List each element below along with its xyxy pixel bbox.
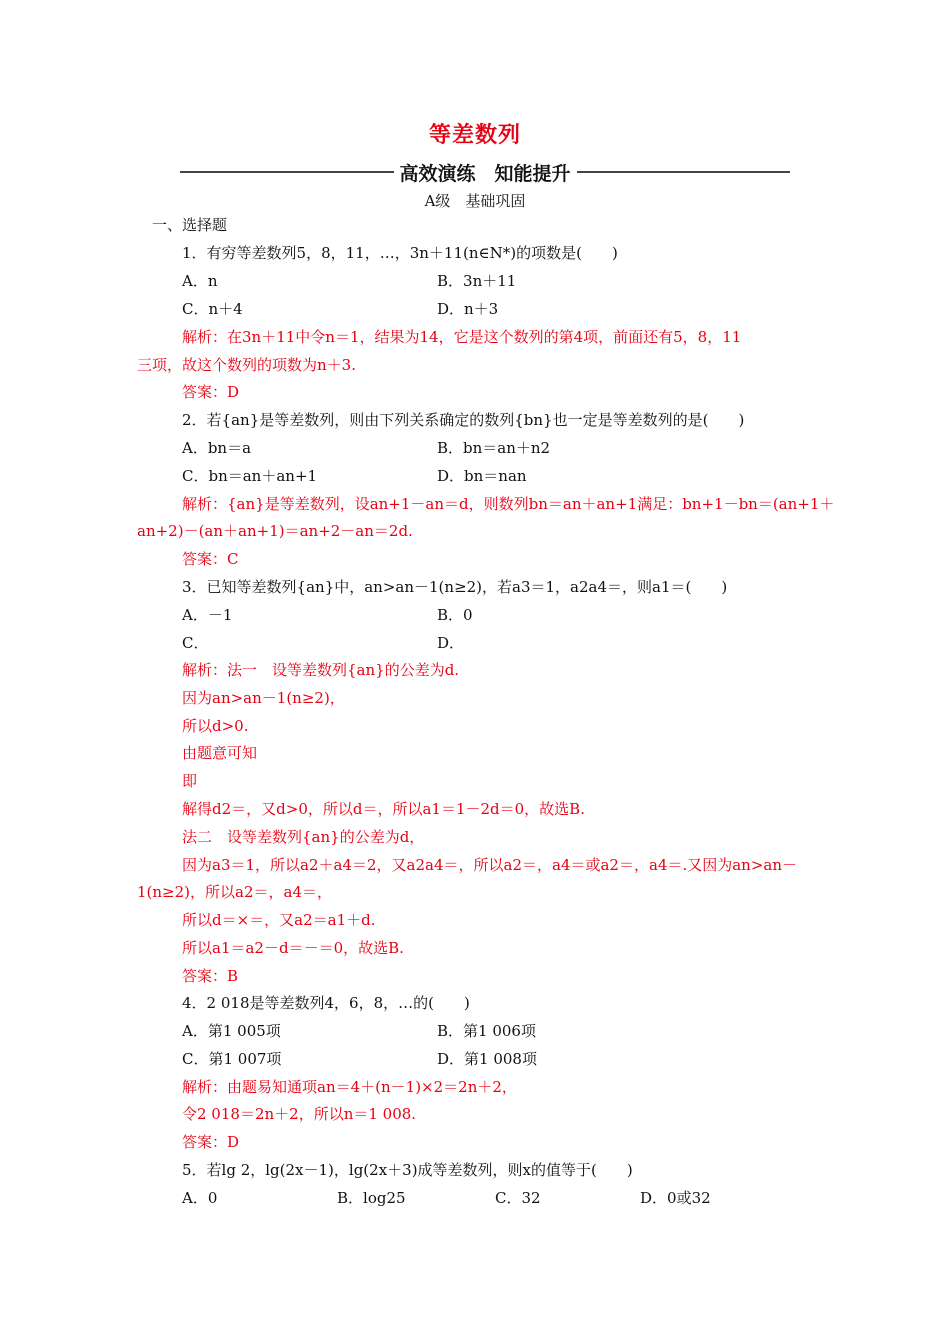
q1-answer: 答案：D bbox=[182, 383, 240, 401]
q3-solution-line: 所以a1＝a2－d＝－＝0，故选B. bbox=[182, 939, 404, 957]
q3-option-d: D． bbox=[437, 634, 465, 652]
q4-option-a: A．第1 005项 bbox=[182, 1022, 281, 1040]
q3-solution-line: 解析：法一 设等差数列{an}的公差为d. bbox=[182, 661, 460, 679]
q5-option-d: D．0或32 bbox=[640, 1189, 711, 1207]
level-heading: A级 基础巩固 bbox=[424, 192, 526, 210]
q1-option-b: B．3n＋11 bbox=[437, 272, 517, 290]
q5-option-a: A．0 bbox=[182, 1189, 218, 1207]
subtitle: 高效演练 知能提升 bbox=[399, 162, 571, 185]
q5-stem: 5．若lg 2，lg(2x－1)，lg(2x＋3)成等差数列，则x的值等于( ) bbox=[182, 1161, 633, 1179]
q5-option-b: B．log25 bbox=[337, 1189, 406, 1207]
q4-stem: 4．2 018是等差数列4，6，8，…的( ) bbox=[182, 994, 470, 1012]
q2-stem: 2．若{an}是等差数列，则由下列关系确定的数列{bn}也一定是等差数列的是( ) bbox=[182, 411, 745, 429]
q4-answer: 答案：D bbox=[182, 1133, 240, 1151]
q3-solution-line: 1(n≥2)，所以a2＝，a4＝， bbox=[137, 883, 332, 901]
subtitle-banner bbox=[180, 158, 790, 186]
q1-analysis-line1: 解析：在3n＋11中令n＝1，结果为14，它是这个数列的第4项，前面还有5，8，11 bbox=[182, 328, 742, 346]
q3-stem: 3．已知等差数列{an}中，an>an－1(n≥2)，若a3＝1，a2a4＝，则a1＝( ) bbox=[182, 578, 728, 596]
q3-solution-line: 法二 设等差数列{an}的公差为d， bbox=[182, 828, 425, 846]
q3-option-b: B．0 bbox=[437, 606, 473, 624]
subtitle-right-rule bbox=[577, 171, 791, 173]
q2-option-b: B．bn＝an＋n2 bbox=[437, 439, 551, 457]
q4-analysis-line1: 解析：由题易知通项an＝4＋(n－1)×2＝2n＋2， bbox=[182, 1078, 517, 1096]
q1-option-a: A．n bbox=[182, 272, 218, 290]
q3-solution-line: 所以d＝×＝，又a2＝a1＋d. bbox=[182, 911, 376, 929]
q4-option-b: B．第1 006项 bbox=[437, 1022, 536, 1040]
q2-option-c: C．bn＝an＋an+1 bbox=[182, 467, 318, 485]
q2-option-d: D．bn＝nan bbox=[437, 467, 527, 485]
q2-option-a: A．bn＝a bbox=[182, 439, 252, 457]
q4-analysis-line2: 令2 018＝2n＋2，所以n＝1 008. bbox=[182, 1105, 417, 1123]
q5-option-c: C．32 bbox=[495, 1189, 541, 1207]
q3-solution-line: 因为a3＝1，所以a2＋a4＝2，又a2a4＝，所以a2＝，a4＝或a2＝，a4＝.又因为an>an－ bbox=[182, 856, 798, 874]
q2-analysis-line1: 解析：{an}是等差数列，设an+1－an＝d，则数列bn＝an＋an+1满足：bn+1－bn＝(an+1＋ bbox=[182, 495, 835, 513]
q1-stem: 1．有穷等差数列5，8，11，…，3n＋11(n∈N*)的项数是( ) bbox=[182, 244, 618, 262]
q3-option-c: C． bbox=[182, 634, 209, 652]
q3-solution-line: 由题意可知 bbox=[182, 744, 258, 762]
page-title: 等差数列 bbox=[428, 123, 521, 148]
q3-answer: 答案：B bbox=[182, 967, 239, 985]
q3-solution-line: 所以d>0. bbox=[182, 717, 249, 735]
q1-analysis-line2: 三项，故这个数列的项数为n＋3. bbox=[137, 356, 356, 374]
q3-option-a: A．－1 bbox=[182, 606, 233, 624]
subtitle-left-rule bbox=[180, 171, 394, 173]
q4-option-c: C．第1 007项 bbox=[182, 1050, 282, 1068]
q3-solution-line: 即 bbox=[182, 772, 198, 790]
section-heading: 一、选择题 bbox=[152, 216, 228, 234]
q1-option-c: C．n＋4 bbox=[182, 300, 243, 318]
q3-solution-line: 解得d2＝，又d>0，所以d＝，所以a1＝1－2d＝0，故选B. bbox=[182, 800, 585, 818]
q4-option-d: D．第1 008项 bbox=[437, 1050, 537, 1068]
q2-answer: 答案：C bbox=[182, 550, 239, 568]
q2-analysis-line2: an+2)－(an＋an+1)＝an+2－an＝2d. bbox=[137, 522, 413, 540]
q1-option-d: D．n＋3 bbox=[437, 300, 499, 318]
q3-solution-line: 因为an>an－1(n≥2)， bbox=[182, 689, 345, 707]
